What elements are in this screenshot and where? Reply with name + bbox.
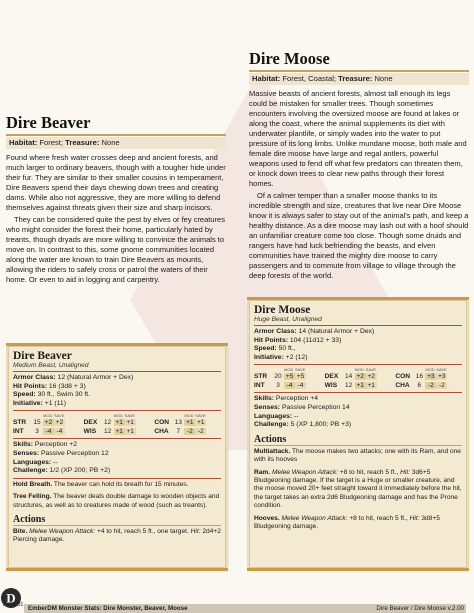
monster-title: Dire Beaver bbox=[6, 113, 91, 132]
ability-row bbox=[13, 427, 80, 436]
mod-header: MOD bbox=[43, 413, 53, 419]
lore-paragraph: Found where fresh water crosses deep and ancient forests, and much larger to ordinary beavers, though with a tougher hide under their fur. They are similar to their smaller cousins in temperament, Dire Beavers spend their days chewing down trees and creating dams. While also not aggressive, they are more willing to defend themselves against threats given their size and sharp incisors. bbox=[6, 152, 226, 212]
action-hit-label: Hit: bbox=[409, 514, 420, 522]
ability-row bbox=[84, 427, 151, 436]
ability-header-spacer bbox=[84, 413, 102, 418]
ability-score: 13 bbox=[174, 419, 182, 427]
speed: Speed: 30 ft., Swim 30 ft. bbox=[13, 391, 91, 399]
page-number: Page 01 bbox=[3, 602, 24, 608]
ability-score: 12 bbox=[104, 419, 112, 427]
ability-score: 16 bbox=[415, 373, 423, 381]
speed: Speed: 50 ft., bbox=[254, 345, 296, 353]
ability-save: -2 bbox=[195, 428, 206, 435]
action-kind: Melee Weapon Attack: bbox=[29, 527, 96, 535]
action-name: Bite. bbox=[13, 527, 28, 535]
ability-header-spacer bbox=[31, 413, 43, 418]
habitat-bar: Habitat: Forest, Coastal; Treasure: None bbox=[249, 73, 469, 85]
skills: Skills: Perception +2 bbox=[13, 441, 78, 449]
ability-save: -4 bbox=[295, 382, 306, 389]
ability-group bbox=[254, 367, 321, 390]
save-header: SAVE bbox=[295, 367, 306, 373]
ability-header-spacer bbox=[325, 367, 343, 372]
ability-name: STR bbox=[13, 419, 27, 427]
ability-mod: +1 bbox=[115, 419, 123, 427]
ability-score: 20 bbox=[274, 373, 282, 381]
mod-header: MOD bbox=[184, 413, 194, 419]
ability-header-spacer bbox=[172, 413, 184, 418]
trait-text: The beaver can hold its breath for 15 minutes. bbox=[53, 480, 189, 488]
mod-header: MOD bbox=[113, 413, 124, 419]
ability-name: CON bbox=[154, 419, 169, 427]
actions-heading: Actions bbox=[13, 514, 221, 526]
hit-points: Hit Points: 16 (3d8 + 3) bbox=[13, 382, 86, 390]
senses: Senses: Passive Perception 14 bbox=[254, 403, 350, 411]
ability-mod: +5 bbox=[285, 373, 294, 381]
ability-score: 3 bbox=[276, 382, 280, 390]
lore-paragraph: Of a calmer temper than a smaller moose thanks to its incredible strength and size, creatures that live near Dire Moose know it is always safer to stay out of the animal's path, and keep a healthy distance. As a dire moose may lash out with a hoof should an unfamiliar creature come too close. Though some druids and rangers have had luck befriending the beasts, and elven communities have trained the mighty dire moose to carry passengers and to commute from village to village through the deep forests of the world. bbox=[249, 190, 469, 280]
footer-title: EmberDM Monster Stats: Dire Monster, Beaver, Moose bbox=[28, 605, 188, 612]
ability-group bbox=[154, 413, 221, 436]
mod-header: MOD bbox=[425, 367, 435, 373]
ability-save: -2 bbox=[436, 382, 447, 389]
ability-mod: +1 bbox=[356, 382, 364, 390]
habitat-bar: Habitat: Forest; Treasure: None bbox=[6, 137, 226, 149]
ability-mod: +2 bbox=[356, 373, 364, 381]
ability-score: 14 bbox=[345, 373, 353, 381]
title-rule bbox=[249, 70, 469, 72]
footer-version: Dire Beaver / Dire Moose v.2.00 bbox=[376, 605, 464, 612]
ability-mod: -2 bbox=[184, 428, 195, 435]
ability-name: DEX bbox=[83, 419, 98, 427]
trait bbox=[13, 481, 221, 489]
ability-table bbox=[254, 367, 462, 390]
ability-row bbox=[395, 381, 462, 390]
ability-name: INT bbox=[13, 428, 24, 436]
ability-header-spacer bbox=[395, 367, 413, 372]
ability-row bbox=[325, 372, 392, 381]
action-hit-text: 3d8+5 Bludgeoning damage. bbox=[254, 514, 440, 530]
ability-name: STR bbox=[254, 373, 268, 381]
action-hit-text: 3d6+5 Bludgeoning damage. If the target is a Huge or smaller creature, and the moose moved 20+ feet straight toward it immediately before the hit, the target takes an extra 2d6 Bludgeoning damage and has the Prone condition. bbox=[254, 468, 462, 510]
ability-header-spacer bbox=[413, 367, 425, 372]
ability-score: 6 bbox=[417, 382, 422, 390]
stat-block-name: Dire Moose bbox=[254, 304, 311, 316]
ability-row bbox=[154, 427, 221, 436]
ability-mod: +3 bbox=[427, 373, 435, 381]
ability-save: +2 bbox=[55, 419, 64, 427]
monster-title: Dire Moose bbox=[249, 49, 330, 68]
ability-save: -4 bbox=[54, 428, 65, 435]
ability-row bbox=[325, 381, 392, 390]
trait bbox=[13, 493, 221, 510]
ability-name: CON bbox=[395, 373, 410, 381]
ability-row bbox=[254, 381, 321, 390]
languages: Languages: -- bbox=[254, 412, 299, 420]
ability-mod: -4 bbox=[43, 428, 54, 435]
ability-row bbox=[84, 418, 151, 427]
ability-name: WIS bbox=[83, 428, 97, 436]
action-name: Hooves. bbox=[254, 514, 280, 522]
ability-header-spacer bbox=[13, 413, 31, 418]
ability-row bbox=[13, 418, 80, 427]
ability-name: INT bbox=[254, 382, 265, 390]
stat-block-dire-beaver bbox=[8, 346, 226, 568]
action-hit-label: Hit: bbox=[190, 527, 201, 535]
ability-header-spacer bbox=[102, 413, 114, 418]
skills: Skills: Perception +4 bbox=[254, 395, 319, 403]
lore-paragraph: They can be considered quite the pest by elves or fey creatures who might consider the forest their home, particularly hated by treants, though dryads are more willing to convince the animals to move on. In contrast to this, some gnome communities located along the water are known to train Dire Beavers as mounts, allowing the riders to safely cross or patrol the waters of their home. Or even to aid in logging and carpentry. bbox=[6, 214, 225, 284]
action-text: +8 to hit, reach 5 ft., bbox=[339, 468, 399, 476]
ability-save: +3 bbox=[438, 373, 446, 381]
action-hit-label: Hit: bbox=[400, 468, 410, 476]
ability-group bbox=[325, 367, 392, 390]
svg-text:D: D bbox=[6, 590, 16, 606]
action bbox=[254, 448, 462, 465]
ability-mod: +1 bbox=[186, 419, 194, 427]
mod-header: MOD bbox=[354, 367, 365, 373]
initiative: Initiative: +2 (12) bbox=[254, 353, 308, 361]
hit-points: Hit Points: 104 (11d12 + 33) bbox=[254, 336, 342, 344]
action-text: +4 to hit, reach 5 ft., one target. bbox=[96, 527, 189, 535]
ability-score: 7 bbox=[176, 428, 181, 436]
ability-mod: -2 bbox=[425, 382, 436, 389]
action-name: Ram. bbox=[254, 468, 271, 476]
actions bbox=[254, 448, 462, 532]
ability-group bbox=[13, 413, 80, 436]
ability-group bbox=[395, 367, 462, 390]
action bbox=[254, 469, 462, 511]
action-text: +8 to hit, reach 5 ft., bbox=[349, 514, 408, 522]
ability-mod: +1 bbox=[115, 428, 123, 436]
ability-save: +1 bbox=[126, 419, 134, 427]
ability-row bbox=[254, 372, 321, 381]
ability-header-spacer bbox=[154, 413, 172, 418]
ability-scores bbox=[254, 367, 462, 390]
ability-score: 15 bbox=[33, 419, 41, 427]
ability-save: +2 bbox=[367, 373, 375, 381]
actions bbox=[13, 528, 221, 545]
ability-table bbox=[13, 413, 221, 436]
ability-row bbox=[154, 418, 221, 427]
ability-scores bbox=[13, 413, 221, 436]
ability-name: DEX bbox=[324, 373, 339, 381]
languages: Languages: -- bbox=[13, 458, 58, 466]
armor-class: Armor Class: 14 (Natural Armor + Dex) bbox=[254, 328, 375, 335]
action bbox=[13, 528, 221, 545]
ability-score: 12 bbox=[345, 382, 353, 390]
action-kind: Melee Weapon Attack: bbox=[271, 468, 338, 476]
title-rule bbox=[6, 134, 226, 136]
ability-save: +5 bbox=[296, 373, 305, 381]
stat-block-type: Medium Beast, Unaligned bbox=[13, 362, 89, 369]
action-kind: Melee Weapon Attack: bbox=[281, 514, 348, 522]
ability-header-spacer bbox=[343, 367, 355, 372]
action-name: Multiattack. bbox=[254, 447, 291, 455]
initiative: Initiative: +1 (11) bbox=[13, 399, 66, 407]
ability-score: 3 bbox=[35, 428, 39, 436]
challenge: Challenge: 1/2 (XP 200; PB +2) bbox=[13, 467, 111, 475]
traits bbox=[13, 481, 221, 510]
trait-name: Hold Breath. bbox=[13, 480, 53, 488]
ability-group bbox=[84, 413, 151, 436]
action bbox=[254, 515, 462, 532]
save-header: SAVE bbox=[195, 413, 206, 419]
trait-text: The beaver deals double damage to wooden objects and structures, as well as to creatures made of wood (such as treants). bbox=[13, 493, 220, 509]
ability-mod: +2 bbox=[44, 419, 53, 427]
page-footer bbox=[0, 591, 474, 613]
ability-score: 12 bbox=[104, 428, 112, 436]
ability-name: CHA bbox=[154, 428, 169, 436]
save-header: SAVE bbox=[124, 413, 136, 419]
stat-block-dire-moose bbox=[249, 300, 467, 568]
save-header: SAVE bbox=[436, 367, 447, 373]
ability-mod: -4 bbox=[284, 382, 295, 389]
save-header: SAVE bbox=[365, 367, 377, 373]
ability-save: +1 bbox=[367, 382, 375, 390]
ability-name: WIS bbox=[324, 382, 338, 390]
ability-header-spacer bbox=[254, 367, 272, 372]
lore-paragraph: Massive beasts of ancient forests, almost tall enough its legs could be mistaken for smaller trees. Though sometimes encounters involving the oversized moose are found at lakes or along the coast, where the animal supplements its diet with underwater plantlife, or simply wades into the water to put pressure of its long limbs. Unlike mundane moose, both male and female dire moose have large and regal antlers, powerful weapons used to fend off what few predators can threaten them, or knock down trees to clear new paths through their forest homes. bbox=[249, 88, 467, 188]
action-text: The moose makes two attacks; one with its Ram, and one with its hooves bbox=[254, 447, 461, 464]
stat-block-type: Huge Beast, Unaligned bbox=[254, 316, 322, 323]
actions-heading: Actions bbox=[254, 434, 462, 446]
trait-name: Tree Felling. bbox=[13, 493, 52, 501]
ability-row bbox=[395, 372, 462, 381]
action-hit-text: 2d4+2 Piercing damage. bbox=[13, 527, 221, 544]
mod-header: MOD bbox=[284, 367, 294, 373]
ability-name: CHA bbox=[395, 382, 410, 390]
ability-save: +1 bbox=[197, 419, 205, 427]
armor-class: Armor Class: 12 (Natural Armor + Dex) bbox=[13, 374, 134, 381]
ability-header-spacer bbox=[272, 367, 284, 372]
stat-block-name: Dire Beaver bbox=[13, 350, 72, 362]
challenge: Challenge: 5 (XP 1,800; PB +3) bbox=[254, 421, 352, 429]
save-header: SAVE bbox=[54, 413, 65, 419]
ability-save: +1 bbox=[126, 428, 134, 436]
senses: Senses: Passive Perception 12 bbox=[13, 449, 109, 457]
